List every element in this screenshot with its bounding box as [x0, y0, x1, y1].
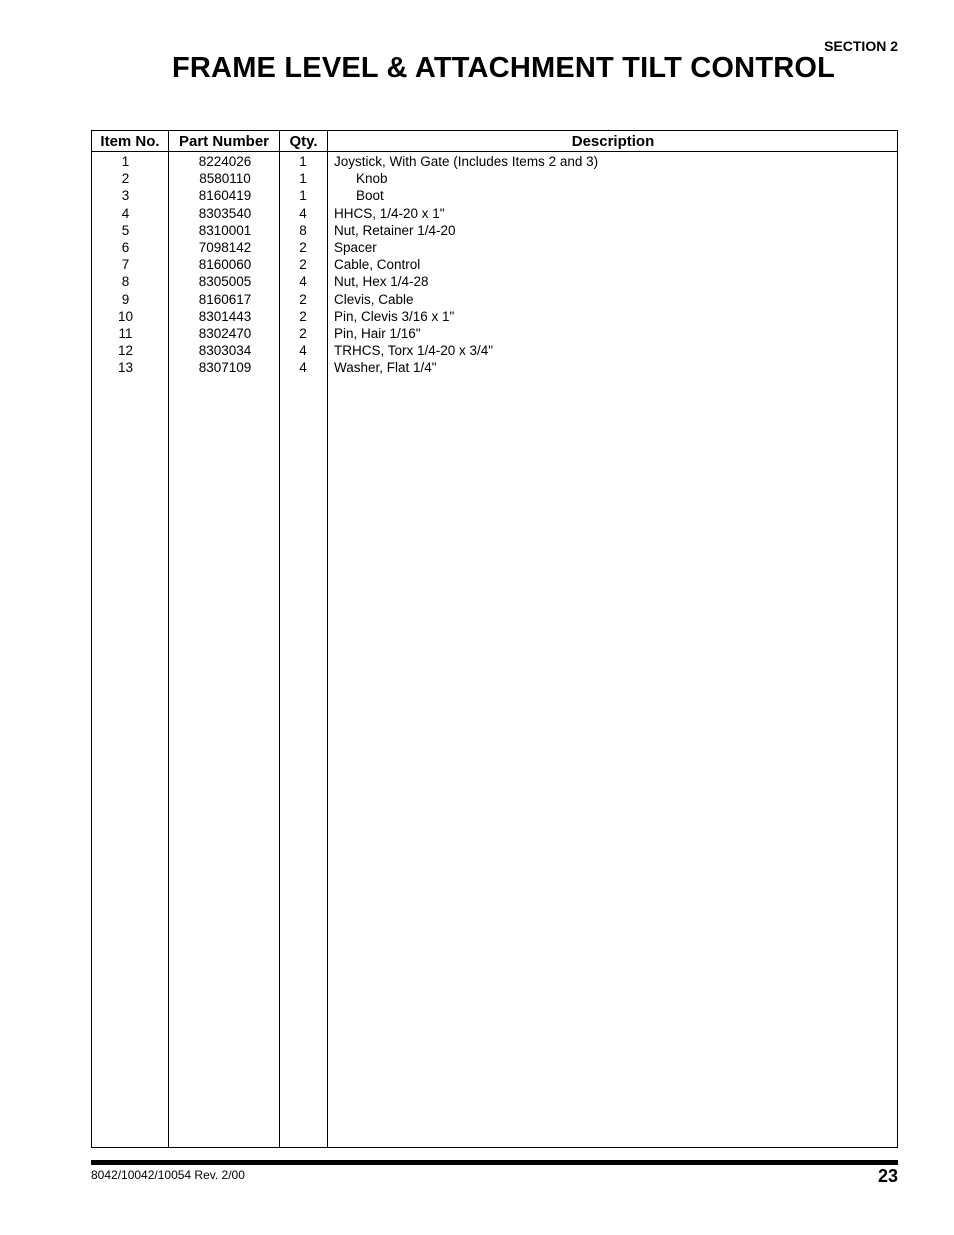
- part-number-cell: 8160419: [198, 188, 252, 204]
- item-number-cell: 10: [117, 308, 134, 324]
- item-number-cell: 6: [121, 239, 130, 255]
- table-row: [92, 205, 897, 222]
- table-row: [92, 359, 897, 376]
- description-cell: Nut, Retainer 1/4-20: [334, 222, 456, 238]
- part-number-cell: 8302470: [198, 325, 252, 341]
- quantity-cell: 2: [299, 239, 307, 255]
- part-number-cell: 8224026: [198, 154, 252, 169]
- part-number-cell: 8160060: [198, 257, 252, 273]
- description-cell: Pin, Hair 1/16": [334, 325, 421, 341]
- quantity-cell: 1: [299, 188, 307, 204]
- part-number-cell: 8305005: [198, 274, 252, 290]
- description-cell: Pin, Clevis 3/16 x 1": [334, 308, 455, 324]
- quantity-cell: 4: [299, 205, 307, 221]
- description-cell: Washer, Flat 1/4": [334, 360, 437, 376]
- part-number-cell: 7098142: [198, 239, 252, 255]
- table-row: [92, 256, 897, 273]
- item-number-cell: 12: [117, 343, 134, 359]
- part-number-cell: 8310001: [198, 222, 252, 238]
- item-number-cell: 13: [117, 360, 134, 376]
- quantity-cell: 8: [299, 222, 307, 238]
- quantity-cell: 2: [299, 257, 307, 273]
- page-number: 23: [877, 1166, 898, 1186]
- part-number-cell: 8301443: [198, 308, 252, 324]
- table-row: [92, 342, 897, 359]
- table-row: [92, 153, 897, 170]
- table-row: [92, 291, 897, 308]
- table-row: [92, 325, 897, 342]
- footer-rule: [91, 1160, 898, 1165]
- item-number-cell: 11: [118, 325, 133, 341]
- quantity-cell: 4: [299, 343, 307, 359]
- table-body: [92, 153, 897, 376]
- item-number-cell: 7: [121, 257, 130, 273]
- footer-document-reference: 8042/10042/10054 Rev. 2/00: [91, 1168, 245, 1182]
- item-number-cell: 8: [121, 274, 130, 290]
- table-row: [92, 170, 897, 187]
- header-rule: [92, 151, 897, 152]
- column-header-qty: Qty.: [289, 133, 318, 150]
- part-number-cell: 8580110: [199, 171, 251, 187]
- item-number-cell: 9: [121, 291, 130, 307]
- quantity-cell: 4: [299, 360, 307, 376]
- item-number-cell: 2: [121, 171, 130, 187]
- description-cell: Nut, Hex 1/4-28: [334, 274, 429, 290]
- part-number-cell: 8160617: [198, 291, 252, 307]
- description-cell: Clevis, Cable: [334, 291, 414, 307]
- description-cell: Knob: [356, 171, 388, 187]
- parts-table: [91, 130, 898, 1148]
- description-cell: Spacer: [334, 239, 377, 255]
- item-number-cell: 4: [121, 205, 130, 221]
- quantity-cell: 1: [299, 171, 307, 187]
- page-title: FRAME LEVEL & ATTACHMENT TILT CONTROL: [172, 52, 836, 84]
- quantity-cell: 1: [299, 154, 307, 169]
- column-header-description: Description: [571, 133, 655, 150]
- part-number-cell: 8303034: [198, 343, 252, 359]
- table-row: [92, 273, 897, 290]
- table-row: [92, 187, 897, 204]
- quantity-cell: 2: [299, 325, 307, 341]
- part-number-cell: 8303540: [198, 205, 252, 221]
- quantity-cell: 2: [299, 291, 307, 307]
- description-cell: Boot: [356, 188, 384, 204]
- quantity-cell: 2: [299, 308, 307, 324]
- table-row: [92, 239, 897, 256]
- column-header-item-no: Item No.: [100, 133, 160, 150]
- description-cell: Cable, Control: [334, 257, 421, 273]
- table-row: [92, 222, 897, 239]
- quantity-cell: 4: [299, 274, 307, 290]
- description-cell: HHCS, 1/4-20 x 1": [334, 205, 445, 221]
- column-header-part-number: Part Number: [178, 133, 270, 150]
- description-cell: Joystick, With Gate (Includes Items 2 and 3): [334, 154, 599, 169]
- item-number-cell: 3: [121, 188, 130, 204]
- item-number-cell: 5: [121, 222, 130, 238]
- item-number-cell: 1: [121, 154, 130, 169]
- table-row: [92, 308, 897, 325]
- description-cell: TRHCS, Torx 1/4-20 x 3/4": [334, 343, 494, 359]
- part-number-cell: 8307109: [198, 360, 252, 376]
- section-label: SECTION 2: [824, 38, 898, 54]
